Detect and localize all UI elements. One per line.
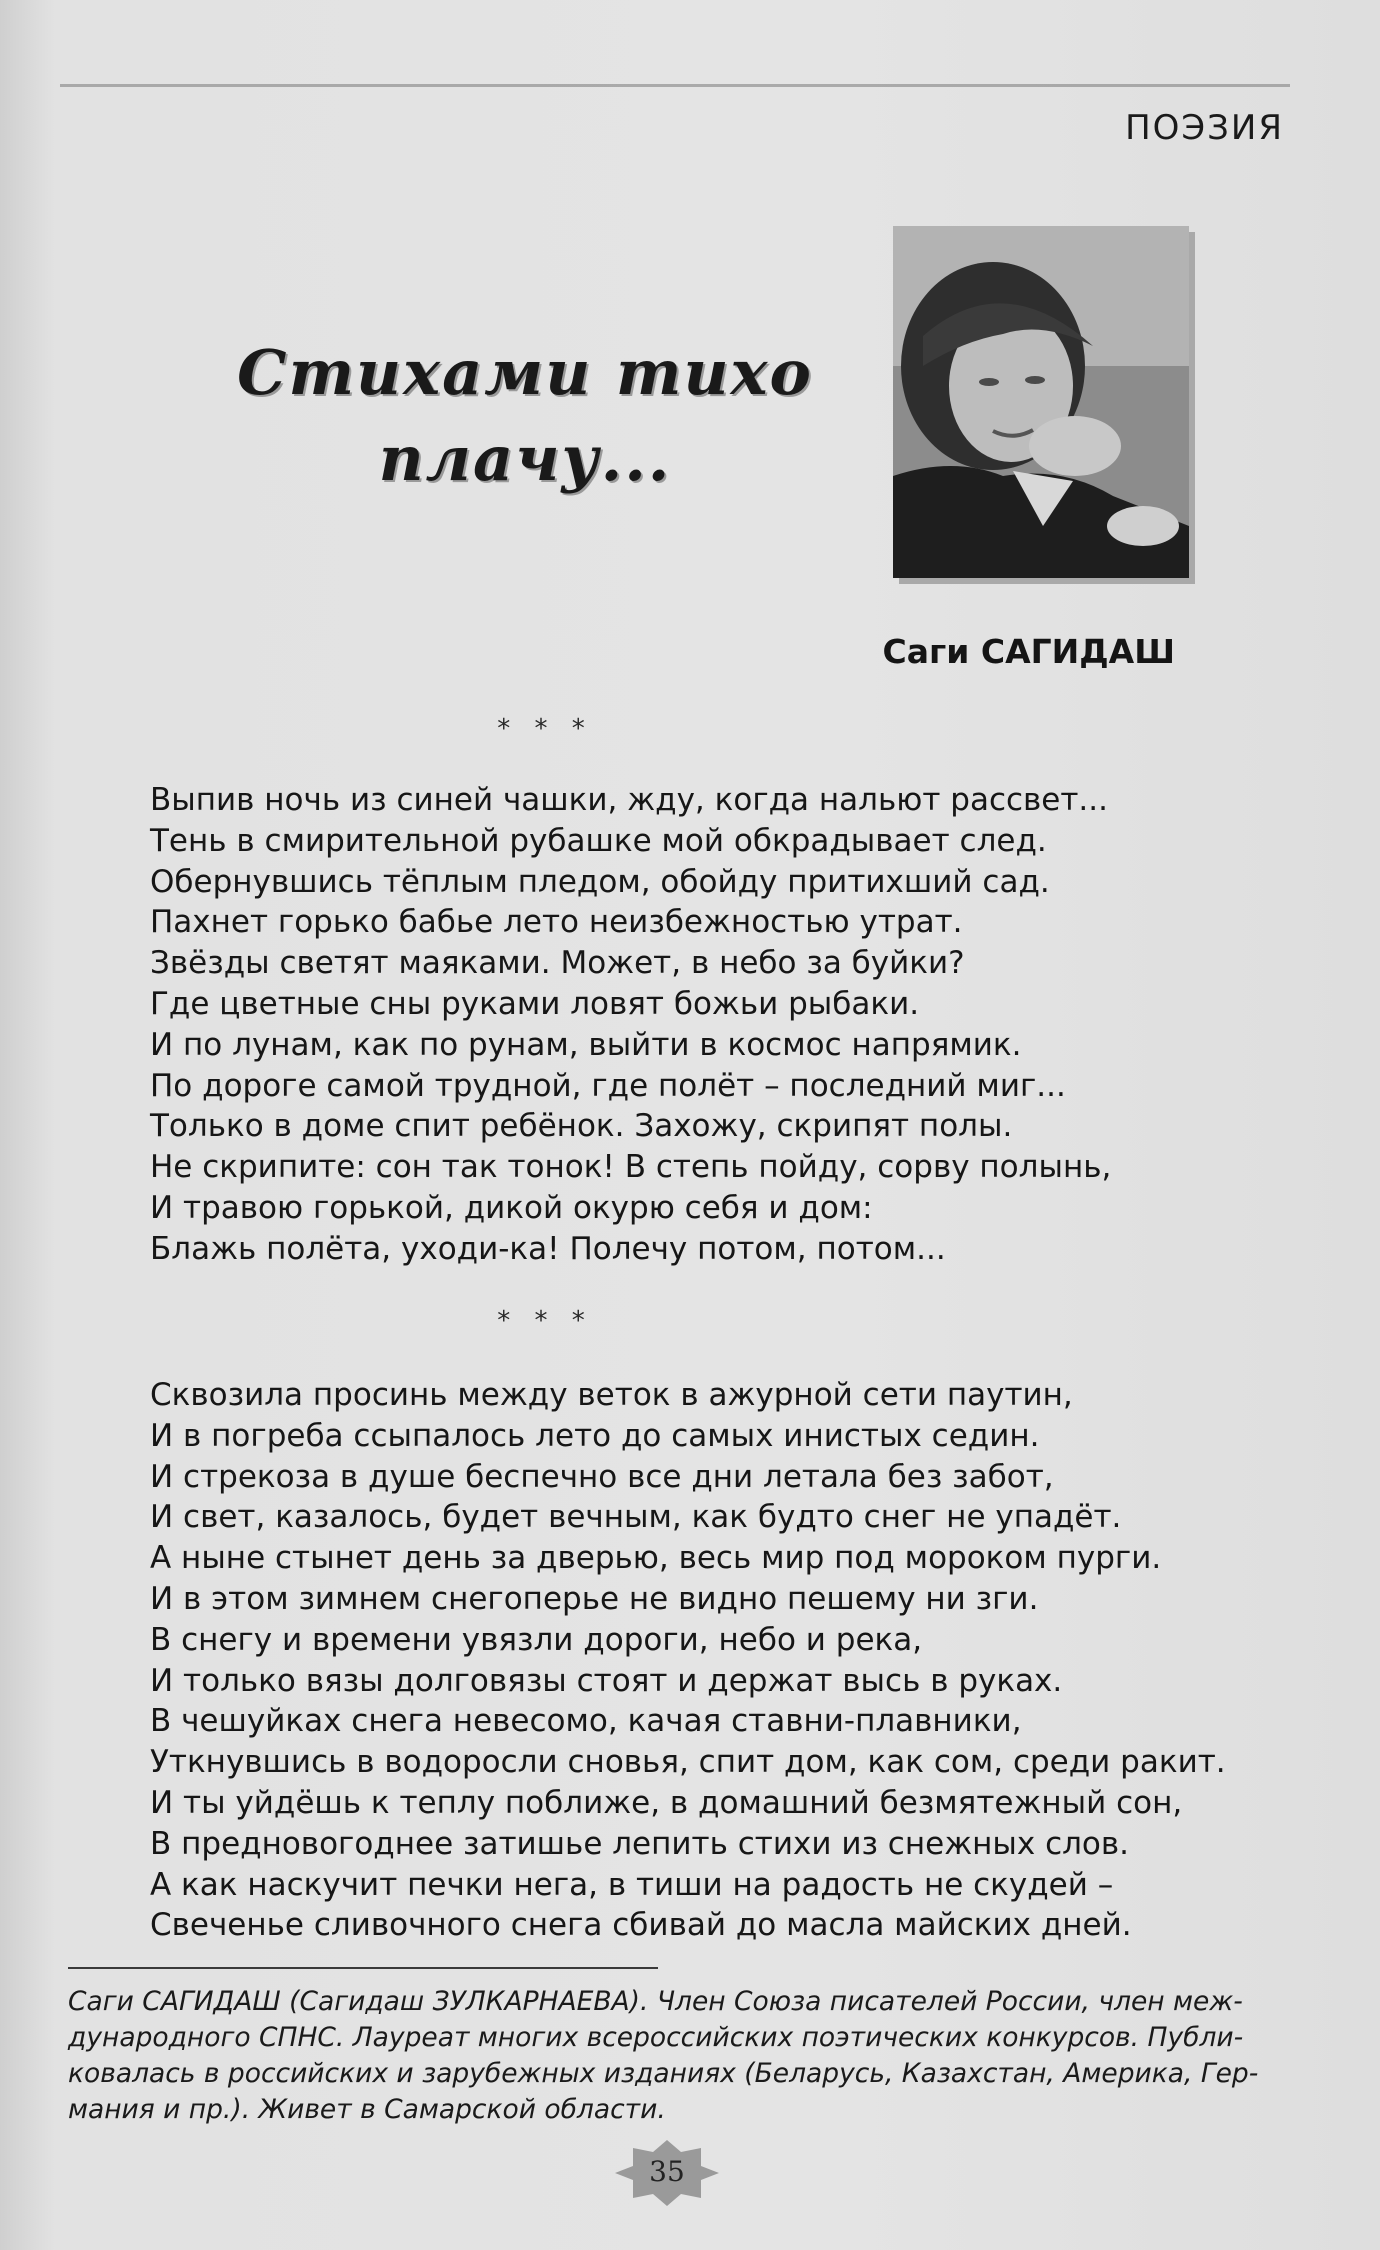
poem-line: Где цветные сны руками ловят божьи рыбаки. (150, 985, 920, 1022)
poem-line: В снегу и времени увязли дороги, небо и река, (150, 1621, 923, 1658)
poem-line: Пахнет горько бабье лето неизбежностью утрат. (150, 904, 963, 941)
portrait-icon (893, 226, 1189, 578)
poem-2 (150, 1375, 1230, 1946)
poem-line: Обернувшись тёплым пледом, обойду притихший сад. (150, 863, 1050, 900)
poem-line: Сквозила просинь между веток в ажурной сети паутин, (150, 1377, 1073, 1413)
poem-line: Звёзды светят маяками. Может, в небо за буйки? (150, 945, 965, 982)
poem-line: Не скрипите: сон так тонок! В степь пойду, сорву полынь, (150, 1149, 1112, 1186)
title-line-2: плачу... (378, 422, 672, 495)
poem-line: И в погреба ссыпалось лето до самых инистых седин. (150, 1417, 1040, 1454)
poem-line: Только в доме спит ребёнок. Захожу, скрипят полы. (150, 1108, 1013, 1145)
poem-line: Свеченье сливочного снега сбивай до масла майских дней. (150, 1907, 1132, 1944)
poem-line: И травою горькой, дикой окурю себя и дом: (150, 1189, 873, 1226)
poem-line: В предновогоднее затишье лепить стихи из снежных слов. (150, 1825, 1130, 1862)
poem-collection-title (220, 330, 830, 502)
author-caption: Саги САГИДАШ (882, 632, 1175, 671)
poem-line: И свет, казалось, будет вечным, как будто снег не упадёт. (150, 1499, 1122, 1536)
header-rule (60, 84, 1290, 87)
bio-line: ковалась в российских и зарубежных изданиях (Беларусь, Казахстан, Америка, Гер- (68, 2058, 1259, 2089)
poem-line: И в этом зимнем снегоперье не видно пешему ни зги. (150, 1580, 1039, 1617)
poem-line: А ныне стынет день за дверью, весь мир под мороком пурги. (150, 1540, 1162, 1577)
page-number-badge (615, 2140, 719, 2206)
poem-line: По дороге самой трудной, где полёт – последний миг... (150, 1067, 1066, 1104)
poem-line: Уткнувшись в водоросли сновья, спит дом, как сом, среди ракит. (150, 1744, 1226, 1781)
bio-divider (68, 1967, 658, 1969)
author-bio (68, 1984, 1268, 2128)
poem-1 (150, 780, 1230, 1270)
bio-line: Саги САГИДАШ (Сагидаш ЗУЛКАРНАЕВА). Член Союза писателей России, член меж- (68, 1986, 1243, 2017)
title-line-1: Стихами тихо (237, 336, 813, 409)
poem-line: И стрекоза в душе беспечно все дни летала без забот, (150, 1458, 1054, 1495)
bio-line: дународного СПНС. Лауреат многих всероссийских поэтических конкурсов. Публи- (68, 2022, 1244, 2053)
poem-separator: * * * (497, 1306, 593, 1336)
poem-line: А как наскучит печки нега, в тиши на радость не скудей – (150, 1866, 1114, 1903)
bio-line: мания и пр.). Живет в Самарской области. (68, 2094, 666, 2125)
poem-line: И ты уйдёшь к теплу поближе, в домашний безмятежный сон, (150, 1784, 1183, 1821)
section-label: ПОЭЗИЯ (1125, 108, 1284, 148)
poem-separator: * * * (497, 714, 593, 744)
poem-line: В чешуйках снега невесомо, качая ставни-плавники, (150, 1703, 1022, 1740)
page-number: 35 (649, 2155, 685, 2188)
poem-line: И только вязы долговязы стоят и держат высь в руках. (150, 1662, 1063, 1699)
poem-line: Тень в смирительной рубашке мой обкрадывает след. (150, 822, 1047, 859)
poem-line: Выпив ночь из синей чашки, жду, когда нальют рассвет... (150, 782, 1108, 818)
poem-line: Блажь полёта, уходи-ка! Полечу потом, потом... (150, 1230, 946, 1267)
poem-line: И по лунам, как по рунам, выйти в космос напрямик. (150, 1026, 1022, 1063)
author-photo (893, 226, 1189, 578)
